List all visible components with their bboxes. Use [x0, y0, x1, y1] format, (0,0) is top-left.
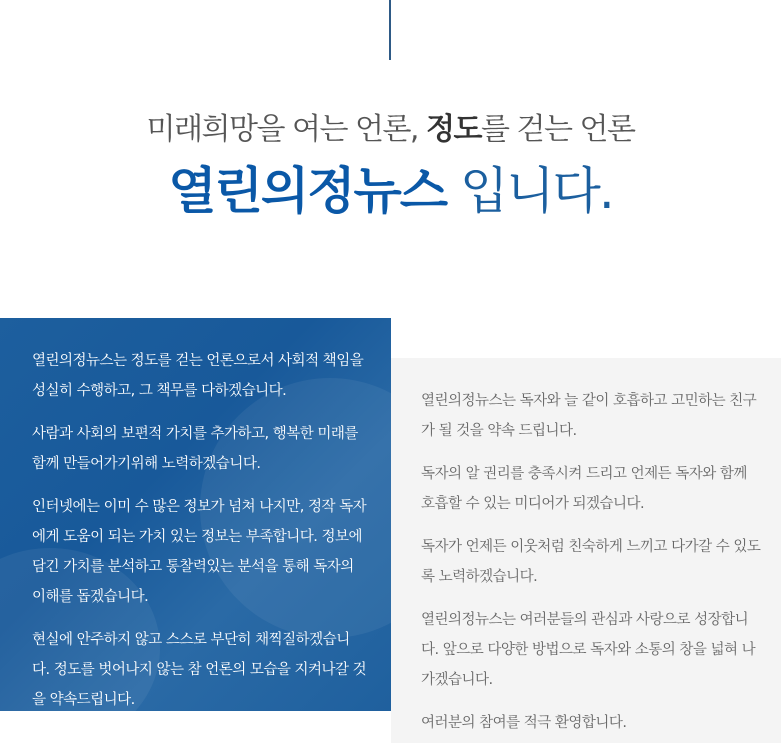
- headline-brand: 열린의정뉴스: [168, 162, 447, 220]
- decorative-divider-line: [389, 0, 391, 60]
- mission-paragraph: 현실에 안주하지 않고 스스로 부단히 채찍질하겠습니다. 정도를 벗어나지 않는 참 언론의 모습을 지켜나갈 것을 약속드립니다.: [32, 632, 367, 708]
- tagline-part3: 를 걷는 언론: [480, 112, 635, 147]
- headline: [0, 156, 781, 226]
- promise-paragraph: 여러분의 참여를 적극 환영합니다.: [421, 715, 627, 731]
- tagline-part1: 미래희망을 여는 언론,: [146, 112, 426, 147]
- mission-paragraph: 열린의정뉴스는 정도를 걷는 언론으로서 사회적 책임을 성실히 수행하고, 그 책무를 다하겠습니다.: [32, 353, 364, 399]
- mission-text: [32, 346, 367, 711]
- mission-panel: [0, 318, 391, 711]
- headline-tail: 입니다.: [446, 162, 613, 220]
- tagline: [0, 104, 781, 148]
- promise-paragraph: 열린의정뉴스는 여러분들의 관심과 사랑으로 성장합니다. 앞으로 다양한 방법으로 독자와 소통의 창을 넓혀 나가겠습니다.: [421, 612, 756, 688]
- tagline-highlight: 정도: [426, 112, 481, 147]
- promise-paragraph: 독자의 알 권리를 충족시켜 드리고 언제든 독자와 함께 호흡할 수 있는 미디어가 되겠습니다.: [421, 466, 747, 512]
- promise-panel: [391, 358, 781, 743]
- mission-paragraph: 인터넷에는 이미 수 많은 정보가 넘쳐 나지만, 정작 독자에게 도움이 되는 가치 있는 정보는 부족합니다. 정보에 담긴 가치를 분석하고 통찰력있는 분석을 통해 독자의 이해를 돕겠습니다.: [32, 499, 367, 605]
- promise-text: [421, 386, 761, 743]
- promise-paragraph: 열린의정뉴스는 독자와 늘 같이 호흡하고 고민하는 친구가 될 것을 약속 드립니다.: [421, 393, 757, 439]
- mission-paragraph: 사람과 사회의 보편적 가치를 추가하고, 행복한 미래를 함께 만들어가기위해 노력하겠습니다.: [32, 426, 358, 472]
- promise-paragraph: 독자가 언제든 이웃처럼 친숙하게 느끼고 다가갈 수 있도록 노력하겠습니다.: [421, 539, 761, 585]
